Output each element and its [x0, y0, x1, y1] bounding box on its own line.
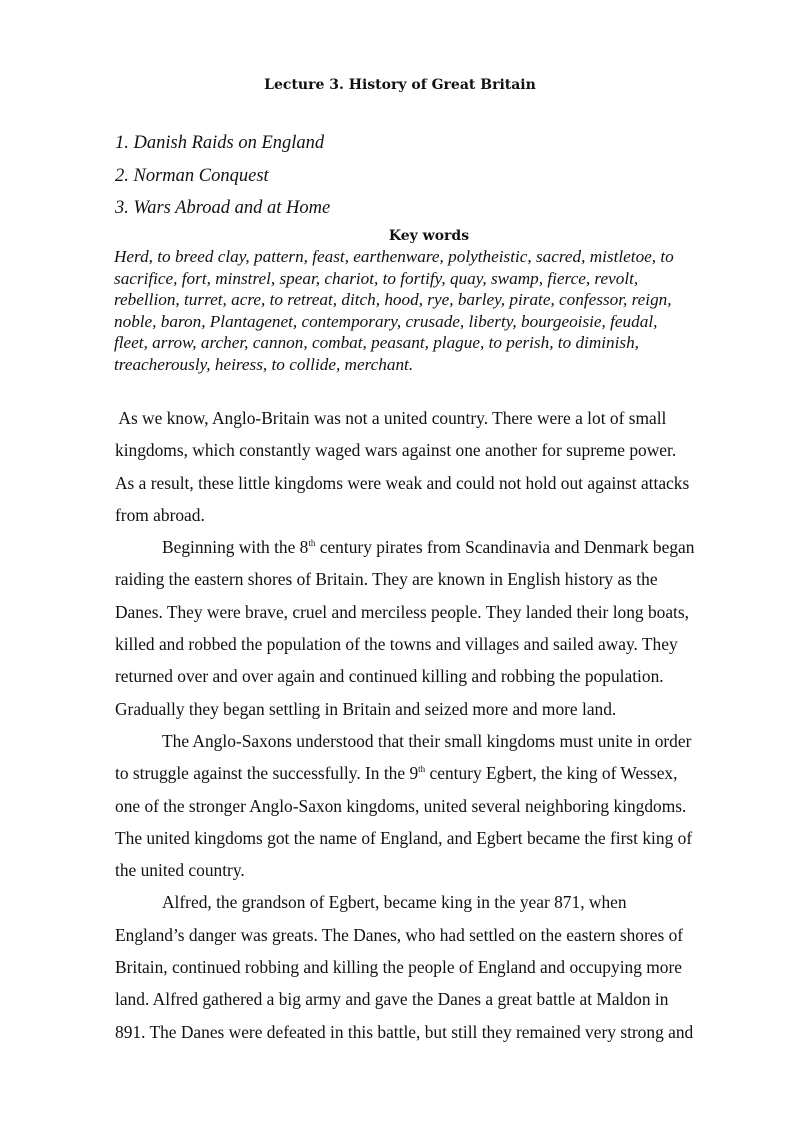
paragraph-line: one of the stronger Anglo-Saxon kingdoms, united several neighboring kingdoms. — [115, 795, 687, 816]
paragraph-line: Danes. They were brave, cruel and merciless people. They landed their long boats, — [115, 601, 690, 622]
body-text — [115, 402, 745, 1048]
paragraph-line: from abroad. — [115, 504, 205, 525]
keywords-line: rebellion, turret, acre, to retreat, ditch, hood, rye, barley, pirate, confessor, reign, — [114, 290, 672, 310]
paragraph-line: The united kingdoms got the name of England, and Egbert became the first king of — [115, 827, 693, 848]
text-run: century Egbert, the king of Wessex, — [425, 763, 678, 784]
superscript: th — [308, 538, 316, 549]
outline-item: 3. Wars Abroad and at Home — [115, 198, 331, 218]
paragraph-line: England’s danger was greats. The Danes, who had settled on the eastern shores of — [115, 924, 684, 945]
paragraph-line: kingdoms, which constantly waged wars against one another for supreme power. — [115, 440, 677, 461]
paragraph-line: the united country. — [115, 860, 245, 881]
lecture-outline — [115, 127, 715, 225]
paragraph-line: The Anglo-Saxons understood that their small kingdoms must unite in order — [162, 730, 692, 751]
paragraph-line: Britain, continued robbing and killing the people of England and occupying more — [115, 957, 682, 978]
keywords-line: Herd, to breed clay, pattern, feast, earthenware, polytheistic, sacred, mistletoe, to — [114, 247, 674, 266]
paragraph-line: As we know, Anglo-Britain was not a united country. There were a lot of small — [115, 408, 667, 428]
paragraph-line: Alfred, the grandson of Egbert, became king in the year 871, when — [162, 892, 627, 913]
keywords-heading: Key words — [388, 228, 470, 244]
text-run: century pirates from Scandinavia and Denmark began — [315, 537, 695, 558]
paragraph-line: 891. The Danes were defeated in this battle, but still they remained very strong and — [115, 1021, 694, 1042]
paragraph-line: Gradually they began settling in Britain and seized more and more land. — [115, 698, 617, 719]
paragraph-line: killed and robbed the population of the towns and villages and sailed away. They — [115, 634, 678, 655]
keywords-line: sacrifice, fort, minstrel, spear, chariot, to fortify, quay, swamp, fierce, revolt, — [114, 268, 639, 288]
paragraph-line: As a result, these little kingdoms were weak and could not hold out against attacks — [115, 472, 690, 493]
keywords-line: treacherously, heiress, to collide, merchant. — [114, 354, 414, 374]
paragraph-line: land. Alfred gathered a big army and gave the Danes a great battle at Maldon in — [115, 989, 669, 1010]
keywords-line: fleet, arrow, archer, cannon, combat, peasant, plague, to perish, to diminish, — [114, 333, 639, 353]
keywords-line: noble, baron, Plantagenet, contemporary, crusade, liberty, bourgeoisie, feudal, — [114, 311, 658, 331]
superscript: th — [418, 764, 426, 775]
paragraph-line — [115, 757, 745, 789]
text-run: Beginning with the 8 — [162, 537, 309, 558]
paragraph-line: raiding the eastern shores of Britain. They are known in English history as the — [115, 569, 658, 590]
outline-item: 2. Norman Conquest — [115, 165, 269, 186]
outline-item: 1. Danish Raids on England — [115, 133, 325, 153]
keywords-list — [114, 246, 746, 376]
text-run: to struggle against the successfully. In the 9 — [115, 763, 419, 784]
paragraph-line: returned over and over again and continued killing and robbing the population. — [115, 666, 664, 687]
paragraph-line — [115, 531, 745, 563]
page-title: Lecture 3. History of Great Britain — [264, 77, 536, 93]
